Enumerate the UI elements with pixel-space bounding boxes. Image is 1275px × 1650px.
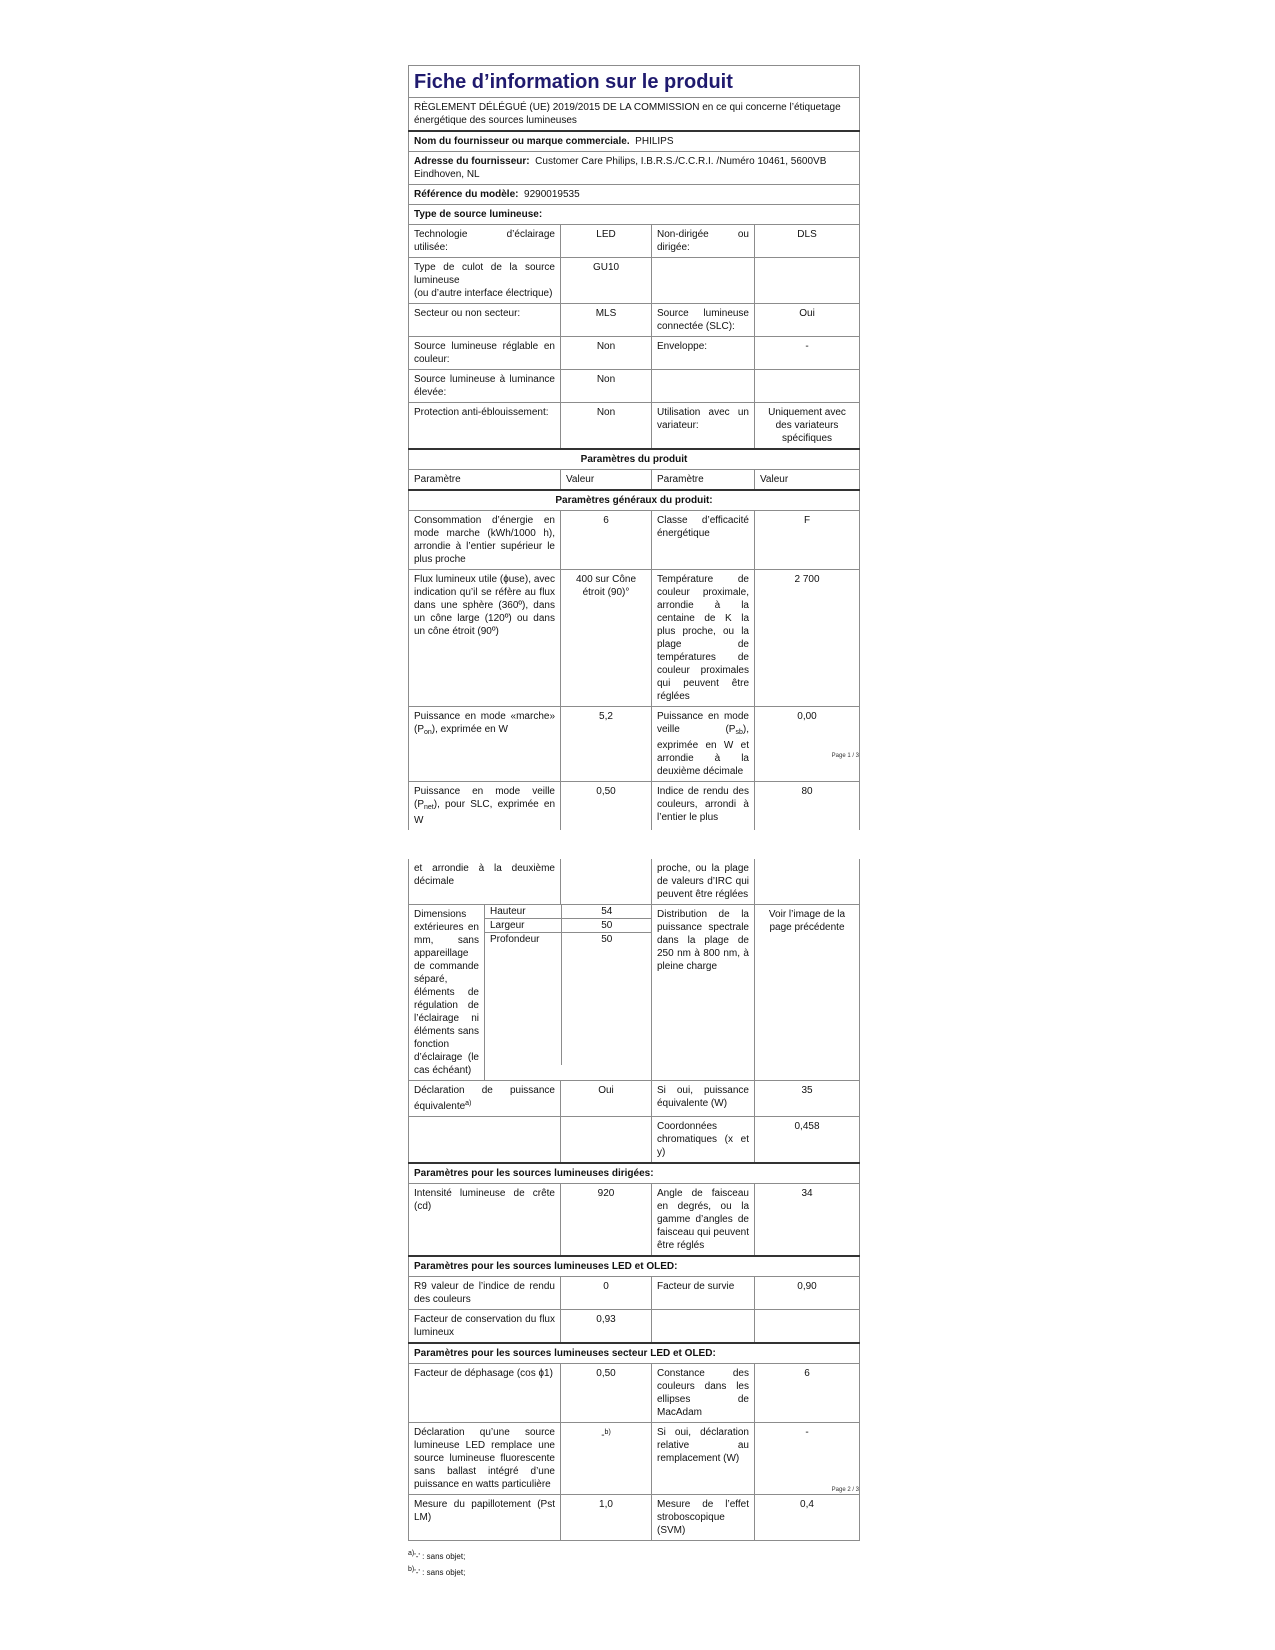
color-tunable-value: Non — [561, 337, 652, 370]
chromaticity-label: Coordonnées chromatiques (x et y) — [652, 1117, 755, 1164]
width-label: Largeur — [485, 919, 561, 933]
luminous-flux-value: 400 sur Cône étroit (90)° — [561, 570, 652, 707]
connected-label: Source lumineuse connectée (SLC): — [652, 304, 755, 337]
equivalent-power-value: Oui — [561, 1081, 652, 1117]
replacement-claim-value: - — [755, 1423, 860, 1495]
dimensions-values — [485, 905, 652, 1081]
supplier-row — [409, 131, 860, 152]
depth-label: Profondeur — [485, 933, 561, 1066]
table-row — [409, 1184, 860, 1257]
subscript: on — [424, 729, 432, 736]
mains-label: Secteur ou non secteur: — [409, 304, 561, 337]
spectral-distribution-value: Voir l’image de la page précédente — [755, 905, 860, 1081]
on-mode-power-value: 5,2 — [561, 707, 652, 782]
r9-label: R9 valeur de l’indice de rendu des couleurs — [409, 1277, 561, 1310]
peak-intensity-value: 920 — [561, 1184, 652, 1257]
cap-type-label-main: Type de culot de la source lumineuse — [414, 262, 555, 286]
empty-cell — [561, 859, 652, 905]
empty-cell — [755, 859, 860, 905]
survival-factor-value: 0,90 — [755, 1277, 860, 1310]
stroboscopic-label: Mesure de l’effet stroboscopique (SVM) — [652, 1495, 755, 1541]
chromaticity-value: 0,458 — [755, 1117, 860, 1164]
technology-label: Technologie d’éclairage utilisée: — [409, 225, 561, 258]
fluorescent-replacement-value — [561, 1423, 652, 1495]
value-part: - — [601, 1430, 605, 1441]
equivalent-watt-value: 35 — [755, 1081, 860, 1117]
high-luminance-label: Source lumineuse à luminance élevée: — [409, 370, 561, 403]
page-1 — [408, 65, 859, 830]
equivalent-power-label — [409, 1081, 561, 1117]
energy-consumption-label: Consommation d’énergie en mode marche (kWh/1000 h), arrondie à l’entier supérieur le plus proche — [409, 511, 561, 570]
col-header-value: Valeur — [561, 470, 652, 491]
footnote-text: '-' : sans objet; — [414, 1552, 466, 1561]
energy-class-label: Classe d’efficacité énergétique — [652, 511, 755, 570]
empty-cell — [652, 1310, 755, 1344]
empty-cell — [409, 1117, 561, 1164]
on-mode-power-label — [409, 707, 561, 782]
supplier-value: PHILIPS — [635, 136, 674, 147]
glare-shield-value: Non — [561, 403, 652, 450]
table-row — [409, 570, 860, 707]
label-part: ), exprimée en W — [431, 724, 508, 735]
color-consistency-label: Constance des couleurs dans les ellipses de MacAdam — [652, 1364, 755, 1423]
page-number: Page 1 / 3 — [831, 753, 859, 759]
standby-power-value: 0,00 — [755, 707, 860, 782]
mains-value: MLS — [561, 304, 652, 337]
envelope-label: Enveloppe: — [652, 337, 755, 370]
model-label: Référence du modèle: — [414, 189, 519, 200]
product-params-heading: Paramètres du produit — [409, 449, 860, 470]
col-header-param: Paramètre — [409, 470, 561, 491]
dimmable-label: Utilisation avec un variateur: — [652, 403, 755, 450]
directional-label: Non-dirigée ou dirigée: — [652, 225, 755, 258]
table-row — [409, 403, 860, 450]
table-row — [409, 1364, 860, 1423]
supplier-label: Nom du fournisseur ou marque commerciale. — [414, 136, 630, 147]
label-part: ), exprimée en W et arrondie à la deuxième décimale — [657, 724, 749, 777]
table-row — [409, 337, 860, 370]
empty-cell — [652, 370, 755, 403]
beam-angle-label: Angle de faisceau en degrés, ou la gamme d’angles de faisceau qui peuvent être réglés — [652, 1184, 755, 1257]
beam-angle-value: 34 — [755, 1184, 860, 1257]
color-consistency-value: 6 — [755, 1364, 860, 1423]
connected-value: Oui — [755, 304, 860, 337]
directional-value: DLS — [755, 225, 860, 258]
product-info-table-page-1 — [408, 65, 860, 830]
cap-type-label — [409, 258, 561, 304]
energy-class-value: F — [755, 511, 860, 570]
table-row — [409, 1495, 860, 1541]
spectral-distribution-label: Distribution de la puissance spectrale dans la plage de 250 nm à 800 nm, à pleine charge — [652, 905, 755, 1081]
label-part: Puissance en mode «marche» (P — [414, 711, 555, 735]
subscript: sb — [735, 729, 743, 736]
displacement-factor-value: 0,50 — [561, 1364, 652, 1423]
empty-cell — [652, 258, 755, 304]
equivalent-watt-label: Si oui, puissance équivalente (W) — [652, 1081, 755, 1117]
luminous-flux-label: Flux lumineux utile (ɸuse), avec indication qu’il se réfère au flux dans une sphère (360º), dans un cône large (120º) ou dans un cône étroit (90º) — [409, 570, 561, 707]
peak-intensity-label: Intensité lumineuse de crête (cd) — [409, 1184, 561, 1257]
energy-consumption-value: 6 — [561, 511, 652, 570]
footnote-text: '-' : sans objet; — [414, 1568, 466, 1577]
table-row — [409, 1081, 860, 1117]
table-row — [409, 905, 860, 1081]
address-row — [409, 152, 860, 185]
led-params-heading: Paramètres pour les sources lumineuses LED et OLED: — [409, 1256, 860, 1277]
table-header-row — [409, 470, 860, 491]
table-row — [409, 225, 860, 258]
dimensions-label: Dimensions extérieures en mm, sans appareillage de commande séparé, éléments de régulation de l’éclairage ni éléments sans fonction d’éclairage (le cas échéant) — [409, 905, 485, 1081]
glare-shield-label: Protection anti-éblouissement: — [409, 403, 561, 450]
label-part: Déclaration de puissance équivalente — [414, 1085, 555, 1112]
high-luminance-value: Non — [561, 370, 652, 403]
color-tunable-label: Source lumineuse réglable en couleur: — [409, 337, 561, 370]
empty-cell — [755, 370, 860, 403]
table-row — [409, 782, 860, 831]
address-label: Adresse du fournisseur: — [414, 156, 530, 167]
subscript: net — [424, 804, 434, 811]
cri-value: 80 — [755, 782, 860, 831]
empty-cell — [755, 1310, 860, 1344]
envelope-value: - — [755, 337, 860, 370]
dimmable-value: Uniquement avec des variateurs spécifiques — [755, 403, 860, 450]
color-temperature-value: 2 700 — [755, 570, 860, 707]
table-row — [409, 1423, 860, 1495]
model-row — [409, 185, 860, 205]
empty-cell — [561, 1117, 652, 1164]
model-value: 9290019535 — [524, 189, 580, 200]
label-part: ), pour SLC, exprimée en W — [414, 799, 555, 826]
footnote-ref: a) — [465, 1100, 472, 1107]
flicker-value: 1,0 — [561, 1495, 652, 1541]
lumen-maintenance-label: Facteur de conservation du flux lumineux — [409, 1310, 561, 1344]
general-params-heading: Paramètres généraux du produit: — [409, 490, 860, 511]
depth-value: 50 — [601, 934, 613, 945]
table-row — [409, 1117, 860, 1164]
product-info-table-page-2 — [408, 859, 860, 1541]
col-header-param-2: Paramètre — [652, 470, 755, 491]
survival-factor-label: Facteur de survie — [652, 1277, 755, 1310]
regulation-text: RÈGLEMENT DÉLÉGUÉ (UE) 2019/2015 DE LA COMMISSION en ce qui concerne l’étiquetage énergétique des sources lumineuses — [409, 98, 860, 132]
document-title: Fiche d’information sur le produit — [409, 66, 860, 98]
table-row — [409, 1310, 860, 1344]
page-number: Page 2 / 3 — [831, 1487, 859, 1493]
table-row — [409, 707, 860, 782]
empty-cell — [755, 258, 860, 304]
table-row — [409, 1277, 860, 1310]
col-header-value-2: Valeur — [755, 470, 860, 491]
table-row — [409, 370, 860, 403]
directed-params-heading: Paramètres pour les sources lumineuses dirigées: — [409, 1163, 860, 1184]
page-2 — [408, 859, 859, 1579]
footnote-a — [408, 1547, 859, 1563]
footnote-ref: b) — [604, 1429, 611, 1436]
address-value: Customer Care Philips, I.B.R.S./C.C.R.I. /Numéro 10461, 5600VB Eindhoven, NL — [414, 156, 827, 180]
r9-value: 0 — [561, 1277, 652, 1310]
footnote-b — [408, 1563, 859, 1579]
table-row — [409, 304, 860, 337]
fluorescent-replacement-label: Déclaration qu’une source lumineuse LED remplace une source lumineuse fluorescente sans ballast intégré d’une puissance en watts particulière — [409, 1423, 561, 1495]
type-heading: Type de source lumineuse: — [409, 205, 860, 225]
lumen-maintenance-value: 0,93 — [561, 1310, 652, 1344]
table-row — [409, 258, 860, 304]
footnotes — [408, 1547, 859, 1579]
table-row — [409, 511, 860, 570]
color-temperature-label: Température de couleur proximale, arrondie à la centaine de K la plus proche, ou la plage de températures de couleur proximales qui peuvent être réglées — [652, 570, 755, 707]
width-value: 50 — [561, 919, 652, 933]
networked-standby-label-cont: et arrondie à la deuxième décimale — [409, 859, 561, 905]
flicker-label: Mesure du papillotement (Pst LM) — [409, 1495, 561, 1541]
cap-type-label-note: (ou d’autre interface électrique) — [414, 288, 553, 299]
cri-label: Indice de rendu des couleurs, arrondi à l’entier le plus — [652, 782, 755, 831]
height-value: 54 — [561, 905, 652, 919]
standby-power-label — [652, 707, 755, 782]
table-row — [409, 859, 860, 905]
displacement-factor-label: Facteur de déphasage (cos ɸ1) — [409, 1364, 561, 1423]
cri-label-cont: proche, ou la plage de valeurs d’IRC qui peuvent être réglées — [652, 859, 755, 905]
height-label: Hauteur — [485, 905, 561, 919]
networked-standby-label — [409, 782, 561, 831]
dimensions-subtable — [485, 905, 652, 1065]
technology-value: LED — [561, 225, 652, 258]
stroboscopic-value: 0,4 — [755, 1495, 860, 1541]
networked-standby-value: 0,50 — [561, 782, 652, 831]
replacement-claim-label: Si oui, déclaration relative au remplacement (W) — [652, 1423, 755, 1495]
footnote-mark: b) — [408, 1566, 415, 1573]
label-part: Puissance en mode veille (P — [414, 786, 555, 810]
mains-led-params-heading: Paramètres pour les sources lumineuses secteur LED et OLED: — [409, 1343, 860, 1364]
cap-type-value: GU10 — [561, 258, 652, 304]
footnote-mark: a) — [408, 1550, 415, 1557]
label-part: Puissance en mode veille (P — [657, 711, 749, 735]
